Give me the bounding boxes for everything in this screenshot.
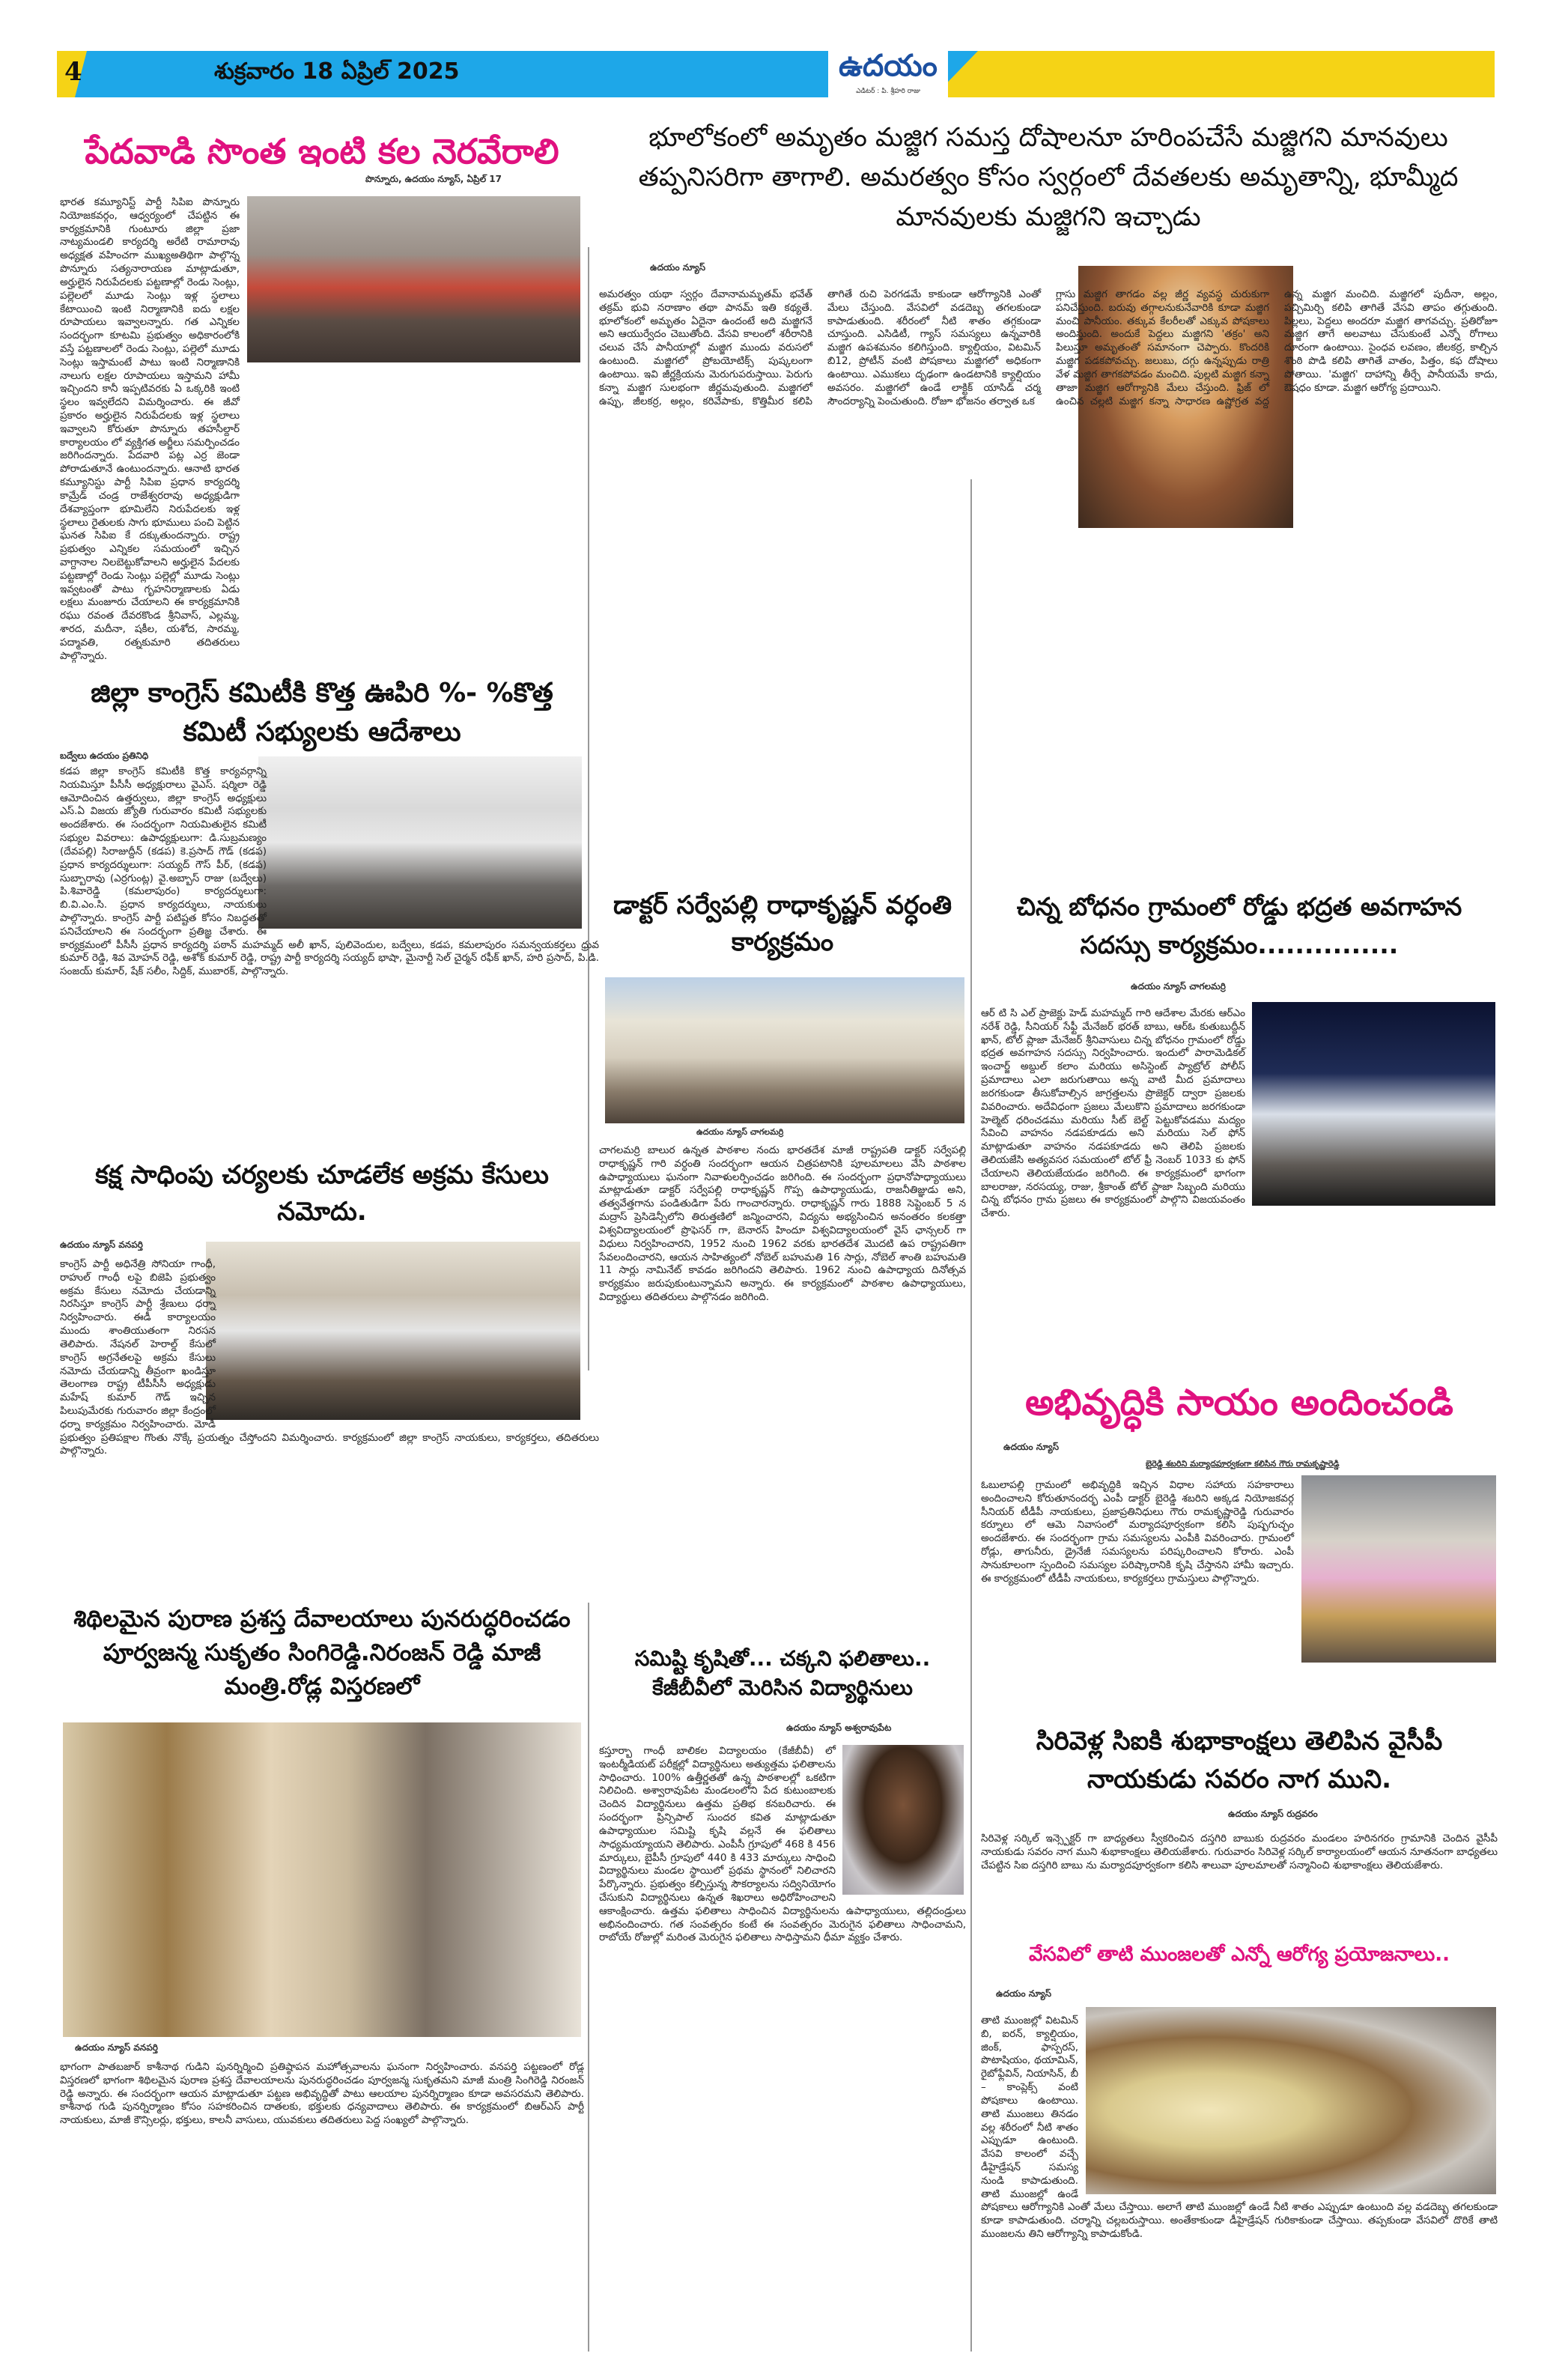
photo-spacer [1245, 1007, 1498, 1209]
article-body: తాటి ముంజల్లో విటమిన్ బి, ఐరన్, క్యాల్షియం, జింక్, ఫాస్పరస్, పొటాషియం, థయామిన్, రైబోఫ్లేవిన్, నియాసిన్, బీ – కాంప్లెక్స్ వంటి పోషకాలు ఉంటాయి. తాటి ముంజలు తినడం వల్ల శరీరంలో నీటి శాతం ఎప్పుడూ ఉంటుంది. వేసవి కాలంలో వచ్చే డీహైడ్రేషన్ సమస్య నుండి కాపాడుతుంది. తాటి ముంజల్లో ఉండే పోషకాలు ఆరోగ్యానికి ఎంతో మేలు చేస్తాయి. అలాగే తాటి ముంజల్లో ఉండే నీటి శాతం ఎప్పుడూ ఉంటుంది వల్ల వడదెబ్బ తగలకుండా కూడా కాపాడుతుంది. చర్మాన్ని చల్లబరుస్తాయి. అంతేకాకుండా డీహైడ్రేషన్ గురికాకుండా చేస్తాయి. తప్పకుండా వేసవిలో దొరికే తాటి ముంజలను తిని ఆరోగ్యాన్ని కాపాడుకోండి. [981, 2015, 1498, 2240]
article-body: భారత కమ్యూనిస్ట్ పార్టీ సిపిఐ పొన్నూరు నియోజకవర్గం, ఆధ్వర్యంలో చేపట్టిన ఈ కార్యక్రమానికి గుంటూరు జిల్లా ప్రజా నాట్యమండలి కార్యదర్శి అరేటి రామారావు అధ్యక్షత వహించగా ముఖ్యఅతిథిగా పాల్గొన్న పొన్నూరు సత్యనారాయణ మాట్లాడుతూ, అర్హులైన నిరుపేదలకు పట్టణాల్లో రెండు సెంట్లు, పల్లెలలో మూడు సెంట్లు ఇళ్ల స్థలాలు కేటాయించి ఇంటి నిర్మాణానికి ఐదు లక్షల రూపాయలు ఇవ్వాలన్నారు. గత ఎన్నికల సందర్భంగా కూటమి ప్రభుత్వం అధికారంలోకి వస్తే పట్టణాలలో రెండు సెంట్లు, పల్లెలో మూడు సెంట్లు ఇస్తామంటే పాటు ఇంటి నిర్మాణానికి నాలుగు లక్షల రూపాయలు ఇస్తామని హామీ ఇచ్చిందని కానీ ఇప్పటివరకు ఏ ఒక్కరికి ఇంటి స్థలం ఇవ్వలేదని విమర్శించారు. ఈ జీవో ప్రకారం అర్హులైన నిరుపేదలకు ఇళ్ల స్థలాలు ఇవ్వాలని కోరుతూ పొన్నూరు తహసీల్దార్ కార్యాలయం లో వ్యక్తిగత అర్జీలు సమర్పించడం జరిగిందన్నారు. పేదవారి పట్ల ఎర్ర జెండా పోరాడుతూనే ఉంటుందన్నారు. ఆనాటి భారత కమ్యూనిస్టు పార్టీ సిపిఐ ప్రధాన కార్యదర్శి కామ్రేడ్ చండ్ర రాజేశ్వరరావు అధ్యక్షుడిగా దేశవ్యాప్తంగా భూమిలేని నిరుపేదలకు ఇళ్ల స్థలాలు రైతులకు సాగు భూములు పంచి పెట్టిన ఘనత సిపిఐ కే దక్కుతుందన్నారు. రాష్ట్ర ప్రభుత్వం ఎన్నికల సమయంలో ఇచ్చిన వాగ్దానాల నిలబెట్టుకోవాలని అర్హులైన పేదలకు పట్టణాల్లో రెండు సెంట్లు పల్లెల్లో మూడు సెంట్లు ఇవ్వటంతో పాటు గృహనిర్మాణాలకు ఏడు లక్షలు మంజూరు చేయాలని ఈ కార్యక్రమానికి రఘు రవంత దేవరకొండ శ్రీనివాస్, ఎల్లమ్మ, శారద, మదీనా, షకీల, యశోద, సారమ్మ, పద్మావతి, రత్నకుమారి తదితరులు పాల్గొన్నారు. [60, 196, 240, 662]
headline-buttermilk: భూలోకంలో అమృతం మజ్జిగ సమస్త దోషాలనూ హరింపచేసే మజ్జిగని మానవులు తప్పనిసరిగా తాగాలి. అమరత్వం కోసం స్వర్గంలో దేవతలకు అమృతాన్ని, భూమ్మీద మానవులకు మజ్జిగని ఇచ్చాడు [638, 123, 1459, 233]
byline-temple: ఉదయం న్యూస్ వనపర్తి [75, 2042, 158, 2053]
article-body: కాంగ్రెస్ పార్టీ అధినేత్రి సోనియా గాంధీ, రాహుల్ గాంధీ లపై బిజెపి ప్రభుత్వం అక్రమ కేసులు నమోదు చేయడాన్ని నిరసిస్తూ కాంగ్రెస్ పార్టీ శ్రేణులు ధర్నా నిర్వహించారు. ఈడీ కార్యాలయం ముందు శాంతియుతంగా నిరసన తెలిపారు. నేషనల్ హెరాల్డ్ కేసులో కాంగ్రెస్ అగ్రనేతలపై అక్రమ కేసులు నమోదు చేయడాన్ని తీవ్రంగా ఖండిస్తూ తెలంగాణ రాష్ట్ర టీపీసీసీ అధ్యక్షుడు మహేష్ కుమార్ గౌడ్ ఇచ్చిన పిలుపుమేరకు గురువారం జిల్లా కేంద్రంలో ధర్నా కార్యక్రమం నిర్వహించారు. మోడీ ప్రభుత్వం ప్రతిపక్షాల గొంతు నొక్కే ప్రయత్నం చేస్తోందని విమర్శించారు. కార్యక్రమంలో జిల్లా కాంగ్రెస్ నాయకులు, కార్యకర్తలు, తదితరులు పాల్గొన్నారు. [60, 1258, 599, 1457]
photo-caption: ఉదయం న్యూస్ చాగలమర్రి [696, 1127, 784, 1137]
byline-sirivella: ఉదయం న్యూస్ రుద్రవరం [1228, 1809, 1318, 1819]
article-body: ఆర్ టి సి ఎల్ ప్రాజెక్టు హెడ్ మహమ్మద్ గారి ఆదేశాల మేరకు ఆర్ఎం నరేశ్ రెడ్డి, సీనియర్ సేఫ్టీ మేనేజర్ భరత్ బాబు, ఆర్ఓ కుతుబుద్దీన్ ఖాన్, టోల్ ప్లాజా మేనేజర్ శ్రీనివాసులు చిన్న బోధనం గ్రామంలో రోడ్డు భద్రత అవగాహన సదస్సు నిర్వహించారు. ఇందులో పారామెడికల్ ఇంచార్జ్ అబ్దుల్ కలాం మరియు అసిస్టెంట్ ప్యాట్రోల్ పోలీస్ ప్రమాదాలు ఎలా జరుగుతాయి అన్న వాటి మీద ప్రమాదాలు జరగకుండా తీసుకోవాల్సిన జాగ్రత్తలను ప్రొజెక్టర్ ద్వారా ప్రజలకు వివరించారు. అదేవిధంగా ప్రజలు మేలుకొని ప్రమాదాలు జరగకుండా హెల్మెట్ ధరించడము మరియు సీట్ బెల్ట్ పెట్టుకోవడము మద్యం సేవించి వాహనం నడపకూడదు అని మరియు సెల్ ఫోన్ మాట్లాడుతూ వాహనం నడపకూడదు అని తెలిపి ప్రజలకు తెలియజేసి అత్యవసర సమయంలో టోల్ ఫ్రీ నెంబర్ 1033 కు ఫోన్ చేయాలని తెలియజేయడం జరిగింది. ఈ కార్యక్రమంలో భాగంగా బాలరాజు, నరసయ్య, రాజు, శ్రీకాంత్ టోల్ ప్లాజా సిబ్బంది మరియు చిన్న బోధనం గ్రామ ప్రజలు ఈ కార్యక్రమంలో పాల్గొని విజయవంతం చేశారు. [981, 1007, 1498, 1382]
byline-kgbv: ఉదయం న్యూస్ అశ్వరావుపేట [786, 1722, 892, 1733]
headline-pedavadi: పేదవాడి సొంత ఇంటి కల నెరవేరాలి [85, 131, 559, 171]
headline-temple: శిథిలమైన పురాణ ప్రశస్త దేవాలయాలు పునరుద్ధరించడం పూర్వజన్మ సుకృతం సింగిరెడ్డి.నిరంజన్ రెడ్డి మాజీ మంత్రి.రోడ్ల విస్తరణలో [73, 1606, 571, 1700]
photo-spacer [216, 1258, 599, 1423]
logo-text: ఉదయం [839, 49, 938, 83]
byline-development: ఉదయం న్యూస్ [1003, 1442, 1060, 1452]
byline-congress: బద్వేలు ఉదయం ప్రతినిధి [60, 750, 149, 761]
photo-spacer [1078, 2015, 1498, 2197]
headline-kgbv: సమిష్టి కృషితో... చక్కని ఫలితాలు.. కేజీబీవీలో మెరిసిన విద్యార్థినులు [634, 1646, 931, 1701]
article-body: ఓబులాపల్లి గ్రామంలో అభివృద్ధికి ఇచ్చిన విధాల సహాయ సహకారాలు అందించాలని కోరుతూనందర్భ ఎంపీ డాక్టర్ బైరెడ్డి శబరిని అక్కడ నియోజకవర్గ సీనియర్ టీడీపీ నాయకులు, ప్రజాప్రతినిధులు గౌరు రామకృష్ణారెడ్డి గురువారం కర్నూలు లో ఆమె నివాసంలో మర్యాదపూర్వకంగా కలిసి పుష్పగుచ్ఛం అందజేశారు. ఈ సందర్భంగా గ్రామ సమస్యలను ఎంపీకి వివరించారు. గ్రామంలో రోడ్లు, తాగునీరు, డ్రైనేజీ సమస్యలను పరిష్కరించాలని కోరారు. ఎంపీ సానుకూలంగా స్పందించి సమస్యల పరిష్కారానికి కృషి చేస్తానని హామీ ఇచ్చారు. ఈ కార్యక్రమంలో టీడీపీ నాయకులు, కార్యకర్తలు గ్రామస్తులు పాల్గొన్నారు. [981, 1479, 1498, 1674]
column-rule [588, 1603, 589, 2352]
headline-sirivella: సిరివెళ్ల సిఐకి శుభాకాంక్షలు తెలిపిన వైసీపీ నాయకుడు సవరం నాగ ముని. [1036, 1726, 1443, 1794]
article-body: అమరత్వం యథా స్వర్గం దేవానామమృతమ్ భవేత్ తక్రమ్ భువి నరాణాం తథా పానమ్ ఇతి కథ్యతే. భూలోకంలో అమృతం ఏదైనా ఉందంటే అది మజ్జిగనే అని ఆయుర్వేదం చెబుతోంది. వేసవి కాలంలో శరీరానికి చలువ చేసే పానీయాల్లో మజ్జిగ ముందు వరుసలో ఉంటుంది. మజ్జిగలో ప్రోబయోటిక్స్ పుష్కలంగా ఉంటాయి. ఇవి జీర్ణక్రియను మెరుగుపరుస్తాయి. పెరుగు కన్నా మజ్జిగ సులభంగా జీర్ణమవుతుంది. మజ్జిగలో ఉప్పు, జీలకర్ర, అల్లం, కరివేపాకు, కొత్తిమీర కలిపి తాగితే రుచి పెరగడమే కాకుండా ఆరోగ్యానికి ఎంతో మేలు చేస్తుంది. వేసవిలో వడదెబ్బ తగలకుండా కాపాడుతుంది. శరీరంలో నీటి శాతం తగ్గకుండా చూస్తుంది. ఎసిడిటీ, గ్యాస్ సమస్యలు ఉన్నవారికి మజ్జిగ ఉపశమనం కలిగిస్తుంది. క్యాల్షియం, విటమిన్ బి12, ప్రోటీన్ వంటి పోషకాలు మజ్జిగలో అధికంగా ఉంటాయి. ఎముకలు దృఢంగా ఉండటానికి క్యాల్షియం అవసరం. మజ్జిగలో ఉండే లాక్టిక్ యాసిడ్ చర్మ సౌందర్యాన్ని పెంచుతుంది. రోజూ భోజనం తర్వాత ఒక గ్లాసు మజ్జిగ తాగడం వల్ల జీర్ణ వ్యవస్థ చురుకుగా పనిచేస్తుంది. బరువు తగ్గాలనుకునేవారికి కూడా మజ్జిగ మంచి పానీయం. తక్కువ కేలరీలతో ఎక్కువ పోషకాలు అందిస్తుంది. అందుకే పెద్దలు మజ్జిగని 'తక్రం' అని పిలుస్తూ అమృతంతో సమానంగా చెప్పారు. కొందరికి మజ్జిగ పడకపోవచ్చు. జలుబు, దగ్గు ఉన్నప్పుడు రాత్రి వేళ మజ్జిగ తాగకపోవడం మంచిది. పుల్లటి మజ్జిగ కన్నా తాజా మజ్జిగ ఆరోగ్యానికి మేలు చేస్తుంది. ఫ్రిజ్ లో ఉంచిన చల్లటి మజ్జిగ కన్నా సాధారణ ఉష్ణోగ్రత వద్ద ఉన్న మజ్జిగ మంచిది. మజ్జిగలో పుదీనా, అల్లం, పచ్చిమిర్చి కలిపి తాగితే వేసవి తాపం తగ్గుతుంది. పిల్లలు, పెద్దలు అందరూ మజ్జిగ తాగవచ్చు. ప్రతిరోజూ మజ్జిగ తాగే అలవాటు చేసుకుంటే ఎన్నో రోగాలు దూరంగా ఉంటాయి. సైంధవ లవణం, జీలకర్ర, కాల్చిన శొంఠి పొడి కలిపి తాగితే వాతం, పిత్తం, కఫ దోషాలు పోతాయి. 'మజ్జిగ' దాహాన్ని తీర్చే పానీయమే కాదు, ఔషధం కూడా. మజ్జిగ ఆరోగ్య ప్రదాయిని. [599, 288, 1498, 407]
page-number: 4 [64, 57, 82, 87]
byline-taati: ఉదయం న్యూస్ [996, 1988, 1052, 1999]
byline-road: ఉదయం న్యూస్ చాగలమర్రి [1131, 981, 1226, 992]
article-body: చాగలమర్రి బాలుర ఉన్నత పాఠశాల నందు భారతదేశ మాజీ రాష్ట్రపతి డాక్టర్ సర్వేపల్లి రాధాకృష్ణన్ గారి వర్ధంతి సందర్భంగా ఆయన చిత్రపటానికి పూలమాలలు వేసి పాఠశాల ఉపాధ్యాయులు ఘనంగా నివాళులర్పించడం జరిగింది. ఈ సందర్భంగా ప్రధానోపాధ్యాయులు మాట్లాడుతూ డాక్టర్ సర్వేపల్లి రాధాకృష్ణన్ గొప్ప ఉపాధ్యాయుడు, రాజనీతిజ్ఞుడు అని, తత్వవేత్తగాను పండితుడిగా పేరు గాంచారన్నారు. రాధాకృష్ణన్ గారు 1888 సెప్టెంబర్ 5 న మద్రాస్ ప్రెసిడెన్సీలోని తిరుత్తణిలో జన్మించారని, విద్యను అభ్యసించిన అనంతరం కలకత్తా విశ్వవిద్యాలయంలో ప్రొఫెసర్ గా, బెనారస్ హిందూ విశ్వవిద్యాలయంలో వైస్ ఛాన్సలర్ గా విధులు నిర్వహించారని, 1952 నుంచి 1962 వరకు భారతదేశ మొదటి ఉప రాష్ట్రపతిగా సేవలందించారని, ఆయన సాహిత్యంలో నోబెల్ బహుమతి 16 సార్లు, నోబెల్ శాంతి బహుమతి 11 సార్లు నామినేట్ కావడం జరిగిందని తెలిపారు. 1962 నుంచి ఉపాధ్యాయ దినోత్సవ కార్యక్రమం జరుపుకుంటున్నామని అన్నారు. ఈ కార్యక్రమంలో పాఠశాల ఉపాధ్యాయులు, విద్యార్థులు తదితరులు పాల్గొనడం జరిగింది. [599, 1144, 966, 1303]
logo-subtitle: ఎడిటర్ : పి. శ్రీహరి రాజు [856, 88, 920, 95]
byline-kaksha: ఉదయం న్యూస్ వనపర్తి [60, 1239, 143, 1250]
headline-radhakrishnan: డాక్టర్ సర్వేపల్లి రాధాకృష్ణన్ వర్ధంతి కార్యక్రమం [613, 890, 952, 958]
photo-caption: బైరెడ్డి శబరిని మర్యాదపూర్వకంగా కలిసిన గౌరు రామకృష్ణారెడ్డి [1146, 1459, 1340, 1469]
masthead [57, 51, 1495, 97]
headline-development: అభివృద్ధికి సాయం అందించండి [1025, 1382, 1453, 1424]
newspaper-logo [828, 45, 948, 103]
photo-radhakrishnan-event [605, 977, 964, 1123]
photo-temple-event [63, 1722, 581, 2037]
byline-buttermilk: ఉదయం న్యూస్ [650, 262, 706, 273]
headline-taati: వేసవిలో తాటి ముంజలతో ఎన్నో ఆరోగ్య ప్రయోజనాలు.. [1029, 1943, 1450, 1966]
article-body: కస్తూర్బా గాంధీ బాలికల విద్యాలయం (కేజీబీవీ) లో ఇంటర్మీడియట్ పరీక్షల్లో విద్యార్థినులు అత్యుత్తమ ఫలితాలను సాధించారు. 100% ఉత్తీర్ణతతో ఉన్న పాఠశాలల్లో ఒకటిగా నిలిచింది. అశ్వారావుపేట మండలంలోని పేద కుటుంబాలకు చెందిన విద్యార్థినులు ఉత్తమ ప్రతిభ కనబరిచారు. ఈ సందర్భంగా ప్రిన్సిపాల్ సుందర కవిత మాట్లాడుతూ ఉపాధ్యాయుల సమిష్టి కృషి వల్లనే ఈ ఫలితాలు సాధ్యమయ్యాయని తెలిపారు. ఎంపీసీ గ్రూపులో 468 కి 456 మార్కులు, బైపీసీ గ్రూపులో 440 కి 433 మార్కులు సాధించి విద్యార్థినులు మండల స్థాయిలో ప్రథమ స్థానంలో నిలిచారని పేర్కొన్నారు. ప్రభుత్వం కల్పిస్తున్న సౌకర్యాలను సద్వినియోగం చేసుకుని విద్యార్థినులు ఉన్నత శిఖరాలు అధిరోహించాలని ఆకాంక్షించారు. ఉత్తమ ఫలితాలు సాధించిన విద్యార్థినులను ఉపాధ్యాయులు, తల్లిదండ్రులు అభినందించారు. గత సంవత్సరం కంటే ఈ సంవత్సరం మెరుగైన ఫలితాలు సాధించామని, రాబోయే రోజుల్లో మరింత మెరుగైన ఫలితాలు సాధిస్తామని ధీమా వ్యక్తం చేశారు. [599, 1745, 966, 1944]
article-body: భాగంగా పాతబజార్ కాశీనాథ గుడిని పునర్నిర్మించి ప్రతిష్ఠాపన మహోత్సవాలను ఘనంగా నిర్వహించారు. వనపర్తి పట్టణంలో రోడ్ల విస్తరణలో భాగంగా శిథిలమైన పురాణ ప్రశస్త దేవాలయాలను పునరుద్ధరించడం పూర్వజన్మ సుకృతమని మాజీ మంత్రి సింగిరెడ్డి నిరంజన్ రెడ్డి అన్నారు. ఈ సందర్భంగా ఆయన మాట్లాడుతూ పట్టణ అభివృద్ధితో పాటు ఆలయాల పునర్నిర్మాణం కూడా అవసరమని తెలిపారు. కాశీనాథ గుడి పునర్నిర్మాణం కోసం సహకరించిన దాతలకు, భక్తులకు ధన్యవాదాలు తెలిపారు. ఈ కార్యక్రమంలో బిఆర్ఎస్ పార్టీ నాయకులు, మాజీ కౌన్సిలర్లు, భక్తులు, కాలనీ వాసులు, యువకులు తదితరులు పెద్ద సంఖ్యలో పాల్గొన్నారు. [60, 2061, 584, 2127]
photo-cpi-protest [247, 196, 580, 362]
headline-road: చిన్న బోధనం గ్రామంలో రోడ్డు భద్రత అవగాహన సదస్సు కార్యక్రమం............... [1016, 892, 1462, 960]
issue-date: శుక్రవారం 18 ఏప్రిల్ 2025 [214, 58, 460, 85]
article-body: సిరివెళ్ల సర్కిల్ ఇన్స్పెక్టర్ గా బాధ్యతలు స్వీకరించిన దస్తగిరి బాబుకు రుద్రవరం మండలం హరినగరం గ్రామానికి చెందిన వైసీపీ నాయకుడు సవరం నాగ ముని శుభాకాంక్షలు తెలియజేశారు. గురువారం సిరివెళ్ల సర్కిల్ కార్యాలయంలో ఆయన నూతనంగా బాధ్యతలు చేపట్టిన సిఐ దస్తగిరి బాబు ను మర్యాదపూర్వకంగా కలిసి శాలువా పూలమాలతో సన్మానించి శుభాకాంక్షలు తెలియజేశారు. [981, 1833, 1498, 1871]
photo-spacer [836, 1745, 966, 1898]
photo-spacer [267, 765, 599, 932]
article-body: కడప జిల్లా కాంగ్రెస్ కమిటీకి కొత్త కార్యవర్గాన్ని నియమిస్తూ పీసీసీ అధ్యక్షురాలు వైఎస్. షర్మిలా రెడ్డి ఆమోదించిన ఉత్తర్వులు, జిల్లా కాంగ్రెస్ అధ్యక్షులు ఎస్.ఏ విజయ జ్యోతి గురువారం కమిటీ సభ్యులకు అందజేశారు. ఈ సందర్భంగా నియమితులైన కమిటీ సభ్యుల వివరాలు: ఉపాధ్యక్షులుగా: డి.సుబ్రమణ్యం (దేవపల్లి) సిరాజుద్దీన్ (కడప) కె.ప్రసాద్ గౌడ్ (కడప) ప్రధాన కార్యదర్శులుగా: సయ్యద్ గౌస్ పీర్, (కడప) సుబ్బారావు (ఎర్రగుంట్ల) వై.అబ్బాస్ రాజు (బద్వేలు) పి.శివారెడ్డి (కమలాపురం) కార్యదర్శులుగా: బి.వి.ఎం.సి. ప్రధాన కార్యదర్శులు, నాయకులు పాల్గొన్నారు. కాంగ్రెస్ పార్టీ పటిష్టత కోసం నిబద్ధతతో పనిచేయాలని ఈ సందర్భంగా ప్రతిజ్ఞ చేశారు. ఈ కార్యక్రమంలో పీసీసీ ప్రధాన కార్యదర్శి పఠాన్ మహమ్మద్ అలీ ఖాన్, పులివెందుల, బద్వేలు, కడప, కమలాపురం సమన్వయకర్తలు ధ్రువ కుమార్ రెడ్డి, శివ మోహన్ రెడ్డి, అశోక్ కుమార్ రెడ్డి, రాష్ట్ర పార్టీ కార్యదర్శి సయ్యద్ భాషా, మైనార్టీ సెల్ చైర్మన్ రఫీక్ ఖాన్, హరి ప్రసాద్, పి.డి. సంజయ్ కుమార్, షేక్ సలీం, సిద్దిక్, ముబారక్, పాల్గొన్నారు. [60, 765, 599, 978]
photo-spacer [1294, 1479, 1498, 1666]
byline-pedavadi: పొన్నూరు, ఉదయం న్యూస్, ఏప్రిల్ 17 [365, 174, 502, 184]
headline-congress: జిల్లా కాంగ్రెస్ కమిటీకి కొత్త ఊపిరి %- %కొత్త కమిటీ సభ్యులకు ఆదేశాలు [91, 678, 553, 748]
masthead-yellow-bar [933, 51, 1495, 97]
headline-kaksha: కక్ష సాధింపు చర్యలకు చూడలేక అక్రమ కేసులు నమోదు. [95, 1160, 549, 1227]
